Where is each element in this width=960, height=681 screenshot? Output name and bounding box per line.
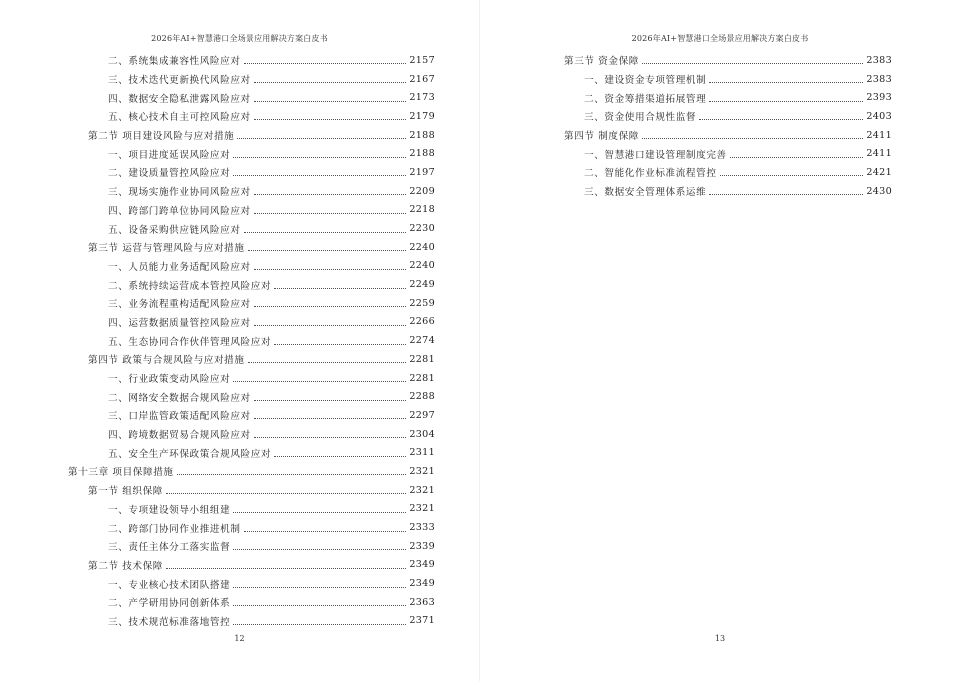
toc-entry-title: 第三节 资金保障 [564, 56, 640, 68]
toc-entry-title: 三、现场实施作业协同风险应对 [108, 187, 251, 199]
toc-entry-page-number: 2188 [409, 129, 435, 141]
toc-subsection-entry[interactable] [68, 612, 435, 631]
toc-section-entry[interactable] [68, 350, 435, 369]
toc-subsection-entry[interactable] [68, 313, 435, 332]
dot-leader [254, 110, 407, 120]
toc-entry-page-number: 2209 [409, 185, 435, 197]
toc-subsection-entry[interactable] [564, 163, 892, 182]
toc-subsection-entry[interactable] [68, 593, 435, 612]
toc-entry-page-number: 2157 [409, 54, 435, 66]
toc-entry-title: 三、业务流程重构适配风险应对 [108, 299, 251, 311]
dot-leader [254, 260, 407, 270]
toc-subsection-entry[interactable] [68, 201, 435, 220]
toc-entry-title: 三、数据安全管理体系运维 [584, 187, 707, 199]
toc-subsection-entry[interactable] [68, 163, 435, 182]
dot-leader [642, 129, 863, 139]
toc-entry-page-number: 2411 [866, 129, 892, 141]
table-of-contents [564, 51, 892, 201]
toc-subsection-entry[interactable] [68, 275, 435, 294]
toc-entry-title: 四、跨境数据贸易合规风险应对 [108, 430, 251, 442]
toc-entry-page-number: 2240 [409, 241, 435, 253]
toc-subsection-entry[interactable] [68, 387, 435, 406]
dot-leader [233, 166, 406, 176]
toc-subsection-entry[interactable] [68, 51, 435, 70]
toc-subsection-entry[interactable] [68, 443, 435, 462]
dot-leader [709, 185, 863, 195]
toc-entry-title: 第二节 项目建设风险与应对措施 [88, 131, 235, 143]
toc-entry-title: 二、系统持续运营成本管控风险应对 [108, 280, 272, 292]
toc-section-entry[interactable] [68, 481, 435, 500]
toc-subsection-entry[interactable] [68, 182, 435, 201]
toc-entry-title: 二、跨部门协同作业推进机制 [108, 523, 241, 535]
toc-entry-title: 一、建设资金专项管理机制 [584, 75, 707, 87]
dot-leader [233, 503, 406, 513]
toc-entry-page-number: 2173 [409, 92, 435, 104]
toc-entry-title: 五、核心技术自主可控风险应对 [108, 112, 251, 124]
toc-entry-page-number: 2321 [409, 484, 435, 496]
dot-leader [248, 241, 407, 251]
toc-entry-title: 三、资金使用合规性监督 [584, 112, 697, 124]
page-number: 12 [234, 634, 245, 643]
toc-subsection-entry[interactable] [68, 88, 435, 107]
dot-leader [709, 92, 863, 102]
toc-subsection-entry[interactable] [68, 537, 435, 556]
dot-leader [730, 148, 864, 158]
toc-subsection-entry[interactable] [68, 500, 435, 519]
toc-entry-page-number: 2218 [409, 204, 435, 216]
toc-subsection-entry[interactable] [564, 88, 892, 107]
toc-entry-title: 四、跨部门跨单位协同风险应对 [108, 205, 251, 217]
toc-subsection-entry[interactable] [68, 425, 435, 444]
toc-entry-title: 二、建设质量管控风险应对 [108, 168, 231, 180]
toc-entry-title: 三、责任主体分工落实监督 [108, 542, 231, 554]
running-header: 2026年AI+智慧港口全场景应用解决方案白皮书 [631, 34, 809, 43]
toc-entry-page-number: 2179 [409, 110, 435, 122]
dot-leader [233, 540, 406, 550]
toc-entry-page-number: 2304 [409, 428, 435, 440]
toc-entry-page-number: 2421 [866, 166, 892, 178]
toc-subsection-entry[interactable] [68, 294, 435, 313]
dot-leader [709, 73, 863, 83]
toc-subsection-entry[interactable] [68, 406, 435, 425]
dot-leader [177, 465, 407, 475]
dot-leader [642, 54, 863, 64]
toc-entry-page-number: 2393 [866, 92, 892, 104]
toc-entry-page-number: 2197 [409, 166, 435, 178]
dot-leader [254, 185, 407, 195]
dot-leader [233, 615, 406, 625]
dot-leader [233, 148, 406, 158]
dot-leader [274, 279, 406, 289]
toc-entry-page-number: 2259 [409, 297, 435, 309]
toc-entry-title: 一、专业核心技术团队搭建 [108, 579, 231, 591]
toc-subsection-entry[interactable] [68, 574, 435, 593]
dot-leader [274, 447, 406, 457]
toc-entry-title: 四、数据安全隐私泄露风险应对 [108, 93, 251, 105]
toc-entry-page-number: 2274 [409, 335, 435, 347]
toc-entry-page-number: 2266 [409, 316, 435, 328]
toc-entry-title: 第三节 运营与管理风险与应对措施 [88, 243, 245, 255]
dot-leader [244, 54, 407, 64]
dot-leader [233, 596, 406, 606]
dot-leader [254, 409, 407, 419]
toc-entry-page-number: 2349 [409, 559, 435, 571]
toc-entry-page-number: 2383 [866, 73, 892, 85]
toc-entry-title: 二、智能化作业标准流程管控 [584, 168, 717, 180]
toc-subsection-entry[interactable] [68, 331, 435, 350]
toc-entry-page-number: 2371 [409, 615, 435, 627]
toc-subsection-entry[interactable] [564, 107, 892, 126]
toc-subsection-entry[interactable] [564, 182, 892, 201]
toc-subsection-entry[interactable] [68, 144, 435, 163]
toc-subsection-entry[interactable] [68, 518, 435, 537]
toc-entry-page-number: 2249 [409, 279, 435, 291]
toc-entry-page-number: 2230 [409, 223, 435, 235]
toc-entry-title: 一、项目进度延误风险应对 [108, 149, 231, 161]
dot-leader [254, 428, 407, 438]
toc-entry-page-number: 2288 [409, 391, 435, 403]
toc-entry-page-number: 2321 [409, 503, 435, 515]
toc-entry-title: 二、网络安全数据合规风险应对 [108, 392, 251, 404]
toc-entry-page-number: 2411 [866, 148, 892, 160]
toc-chapter-entry[interactable] [68, 462, 435, 481]
dot-leader [254, 297, 407, 307]
toc-entry-title: 五、设备采购供应链风险应对 [108, 224, 241, 236]
toc-subsection-entry[interactable] [68, 257, 435, 276]
toc-subsection-entry[interactable] [68, 219, 435, 238]
toc-entry-page-number: 2311 [409, 447, 435, 459]
toc-entry-title: 第四节 制度保障 [564, 131, 640, 143]
toc-entry-page-number: 2321 [409, 465, 435, 477]
toc-section-entry[interactable] [564, 126, 892, 145]
toc-entry-title: 三、口岸监管政策适配风险应对 [108, 411, 251, 423]
page-number: 13 [714, 634, 726, 643]
toc-section-entry[interactable] [68, 556, 435, 575]
toc-entry-title: 一、专项建设领导小组组建 [108, 504, 231, 516]
dot-leader [237, 129, 406, 139]
toc-entry-title: 第四节 政策与合规风险与应对措施 [88, 355, 245, 367]
toc-entry-page-number: 2383 [866, 54, 892, 66]
toc-section-entry[interactable] [564, 51, 892, 70]
toc-entry-title: 一、人员能力业务适配风险应对 [108, 261, 251, 273]
toc-subsection-entry[interactable] [564, 144, 892, 163]
toc-subsection-entry[interactable] [68, 369, 435, 388]
toc-entry-title: 二、资金筹措渠道拓展管理 [584, 93, 707, 105]
toc-subsection-entry[interactable] [564, 70, 892, 89]
dot-leader [248, 353, 407, 363]
dot-leader [254, 92, 407, 102]
running-header: 2026年AI+智慧港口全场景应用解决方案白皮书 [151, 34, 328, 43]
table-of-contents [68, 51, 435, 630]
dot-leader [244, 223, 407, 233]
toc-entry-page-number: 2281 [409, 372, 435, 384]
toc-entry-title: 一、行业政策变动风险应对 [108, 374, 231, 386]
dot-leader [254, 204, 407, 214]
toc-entry-title: 第二节 技术保障 [88, 560, 164, 572]
toc-entry-title: 五、生态协同合作伙伴管理风险应对 [108, 336, 272, 348]
toc-entry-title: 四、运营数据质量管控风险应对 [108, 317, 251, 329]
dot-leader [233, 372, 406, 382]
toc-entry-title: 三、技术迭代更新换代风险应对 [108, 75, 251, 87]
dot-leader [166, 484, 406, 494]
toc-entry-page-number: 2349 [409, 578, 435, 590]
toc-entry-page-number: 2240 [409, 260, 435, 272]
dot-leader [254, 391, 407, 401]
toc-entry-page-number: 2403 [866, 110, 892, 122]
toc-entry-page-number: 2281 [409, 353, 435, 365]
dot-leader [254, 316, 407, 326]
dot-leader [233, 578, 406, 588]
dot-leader [254, 73, 407, 83]
toc-entry-page-number: 2339 [409, 540, 435, 552]
toc-subsection-entry[interactable] [68, 107, 435, 126]
dot-leader [244, 522, 407, 532]
right-page [480, 0, 960, 681]
toc-entry-title: 第一节 组织保障 [88, 486, 164, 498]
toc-entry-page-number: 2333 [409, 522, 435, 534]
toc-entry-title: 三、技术规范标准落地管控 [108, 616, 231, 628]
dot-leader [166, 559, 406, 569]
toc-entry-title: 二、产学研用协同创新体系 [108, 598, 231, 610]
toc-section-entry[interactable] [68, 126, 435, 145]
toc-entry-page-number: 2188 [409, 148, 435, 160]
toc-entry-title: 第十三章 项目保障措施 [68, 467, 174, 479]
toc-subsection-entry[interactable] [68, 70, 435, 89]
toc-entry-title: 一、智慧港口建设管理制度完善 [584, 149, 727, 161]
dot-leader [274, 335, 406, 345]
toc-section-entry[interactable] [68, 238, 435, 257]
dot-leader [720, 166, 864, 176]
toc-entry-page-number: 2430 [866, 185, 892, 197]
toc-entry-title: 五、安全生产环保政策合规风险应对 [108, 448, 272, 460]
toc-entry-page-number: 2167 [409, 73, 435, 85]
toc-entry-page-number: 2297 [409, 409, 435, 421]
dot-leader [699, 110, 863, 120]
toc-entry-page-number: 2363 [409, 596, 435, 608]
toc-entry-title: 二、系统集成兼容性风险应对 [108, 56, 241, 68]
